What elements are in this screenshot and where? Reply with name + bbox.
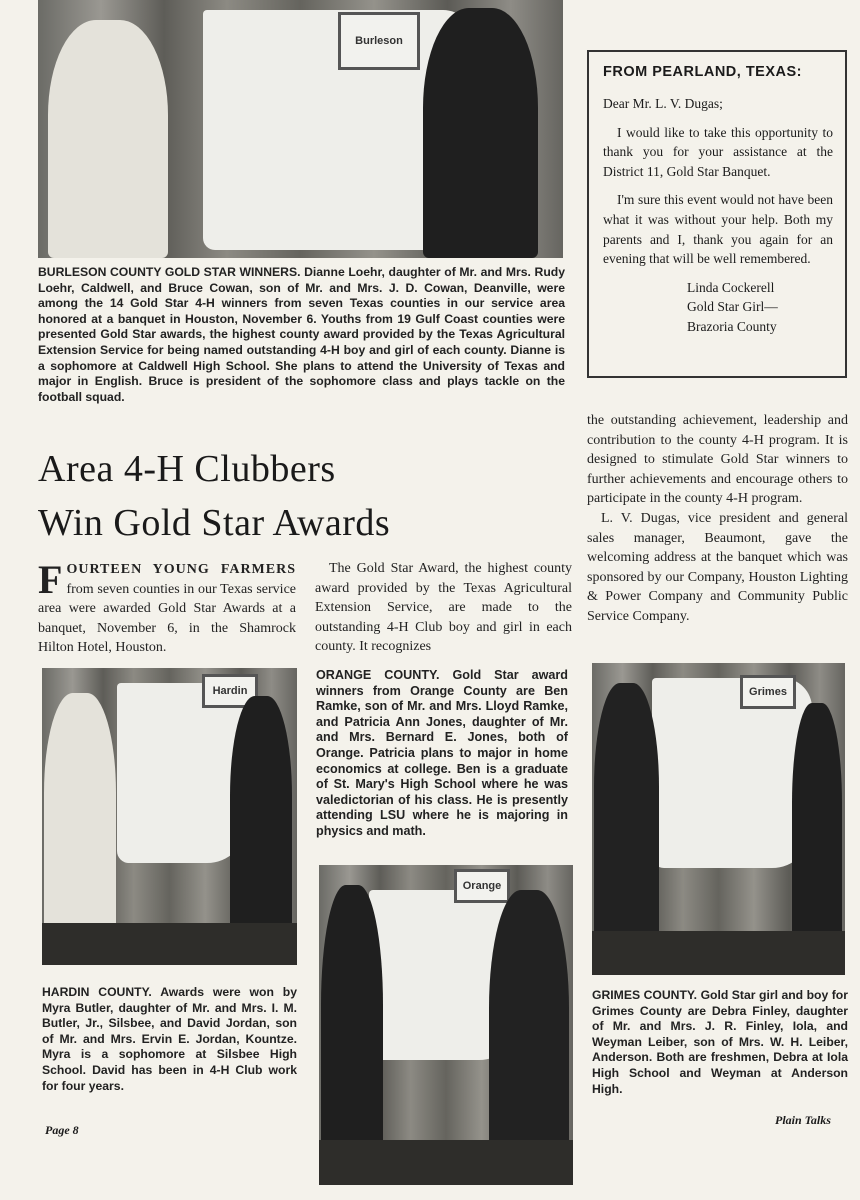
caption-lead: GRIMES COUNTY. [592,988,698,1002]
article-paragraph: the outstanding achievement, leadership and contribution to the county 4-H program. It is designed to stimulate Gold Star winners to further achievements and encourage others to participate in the county 4-H program. [587,413,848,507]
grimes-caption [592,988,848,1097]
county-sign: Burleson [338,12,420,70]
article-paragraph: L. V. Dugas, vice president and general sales manager, Beaumont, gave the welcoming address at the banquet which was sponsored by our Company, Houston Lighting & Power Company and Community Public Service Company. [587,510,848,624]
letter-paragraph: I'm sure this event would not have been what it was without your help. Both my parents and I, thank you again for an evening that will be well remembered. [603,192,833,267]
burleson-caption [38,265,565,405]
hardin-photo [42,668,297,965]
orange-caption [316,668,568,840]
caption-text: Gold Star award winners from Orange County are Ben Ramke, son of Mr. and Mrs. Lloyd Ramke, and Patricia Ann Jones, daughter of Mr. and Mrs. Bernard E. Jones, both of Orange. Patricia plans to major in home economics at college. Ben is a graduate of St. Mary's High School where he was valedictorian of his class. He is presently attending LSU where he is majoring in physics and math. [316,668,568,838]
orange-photo [319,865,573,1185]
caption-lead: ORANGE COUNTY. [316,668,440,682]
hardin-caption [42,985,297,1094]
letter-signature-name: Linda Cockerell [687,279,775,295]
letter-signature-title: Gold Star Girl— [687,299,778,315]
letter-salutation: Dear Mr. L. V. Dugas; [603,96,723,111]
drop-cap: F [38,557,63,602]
caption-text: Gold Star girl and boy for Grimes County are Debra Finley, daughter of Mr. and Mrs. J. R. Finley, Iola, and Weyman Leiber, son of Mrs. W. H. Leiber, Anderson. Both are freshmen, Debra at Iola High School and Weyman at Anderson High. [592,988,848,1096]
article-column-1 [38,557,296,658]
county-sign: Grimes [740,675,796,709]
letter-box [587,50,847,378]
letter-title: FROM PEARLAND, TEXAS: [603,64,802,80]
page-number: Page 8 [45,1123,79,1137]
headline [38,442,478,550]
letter-signature-county: Brazoria County [687,318,777,334]
grimes-photo [592,663,845,975]
publication-name: Plain Talks [775,1113,831,1127]
lead-caps: OURTEEN YOUNG FARMERS [66,562,296,577]
article-column-3 [587,411,848,627]
burleson-photo [38,0,563,258]
letter-paragraph: I would like to take this opportunity to thank you for your assistance at the District 11, Gold Star Banquet. [603,124,833,179]
county-sign: Orange [454,869,510,903]
headline-line-2: Win Gold Star Awards [38,502,391,544]
caption-lead: BURLESON COUNTY GOLD STAR WINNERS. [38,265,301,279]
caption-lead: HARDIN COUNTY. [42,985,152,999]
caption-text: Dianne Loehr, daughter of Mr. and Mrs. Rudy Loehr, Caldwell, and Bruce Cowan, son of Mr. and Mrs. J. D. Cowan, Deanville, were among the 14 Gold Star 4-H winners from seven Texas counties in our service area honored at a banquet in Houston, November 6. Youths from 19 Gulf Coast counties were presented Gold Star awards, the highest county award provided by the Texas Agricultural Extension Service for being named outstanding 4-H boy and girl of each county. Dianne is a sophomore at Caldwell High School. She plans to attend the University of Texas and major in English. Bruce is president of the sophomore class and plays tackle on the football squad. [38,265,565,404]
article-text: from seven counties in our Texas service area were awarded Gold Star Awards at a banquet, November 6, in the Shamrock Hilton Hotel, Houston. [38,581,296,656]
caption-text: Awards were won by Myra Butler, daughter of Mr. and Mrs. I. M. Butler, Jr., Silsbee, and David Jordan, son of Mr. and Mrs. Ervin E. Jordan, Kountze. Myra is a sophomore at Silsbee High School. David has been in 4-H Club work for four years. [42,985,297,1093]
headline-line-1: Area 4-H Clubbers [38,448,336,490]
county-sign: Hardin [202,674,258,708]
article-column-2: The Gold Star Award, the highest county award provided by the Texas Agricultural Extension Service, are made to the outstanding 4-H Club boy and girl in each county. It recognizes [315,561,572,655]
